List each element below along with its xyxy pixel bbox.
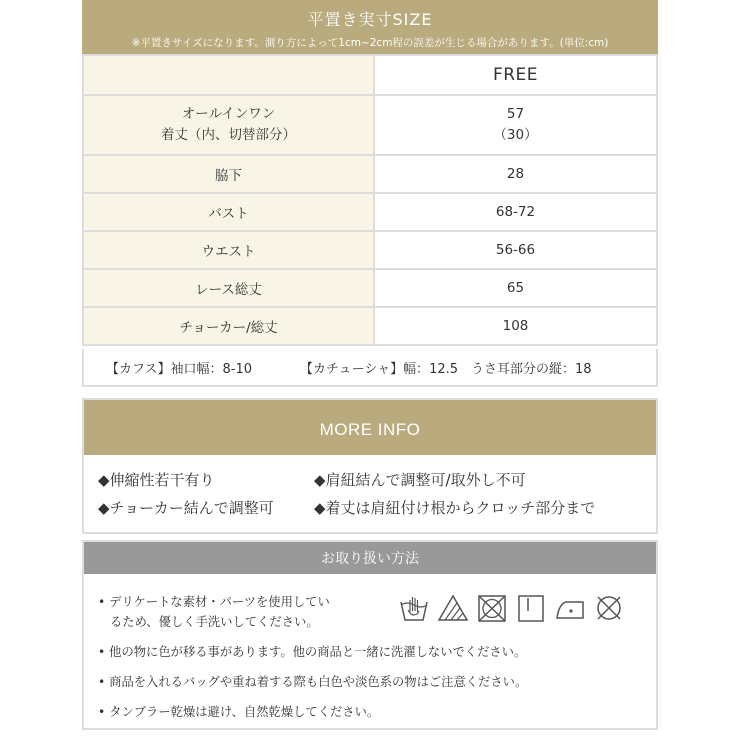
- row-value-line2: （30）: [493, 127, 538, 143]
- table-row: [83, 231, 657, 269]
- more-info-box: [82, 398, 658, 534]
- size-note: ※平置きサイズになります。測り方によって1cm~2cm程の誤差が生じる場合があります。(単位:cm): [131, 37, 609, 49]
- table-corner-cell: [83, 55, 374, 95]
- row-value: 56-66: [374, 231, 657, 269]
- size-header: [82, 0, 658, 54]
- row-value: [374, 95, 657, 155]
- table-row: [83, 155, 657, 193]
- table-row: [83, 307, 657, 345]
- info-item: ◆チョーカー結んで調整可: [98, 499, 274, 517]
- care-text-1b: るため、優しく手洗いしてください。: [110, 615, 319, 629]
- headband-size: 【カチューシャ】幅：12.5 うさ耳部分の縦：18: [299, 361, 592, 377]
- row-label-line1: オールインワン: [181, 106, 276, 122]
- care-icons: [398, 592, 616, 624]
- more-info-list: [84, 455, 656, 530]
- row-label: チョーカー/総丈: [83, 307, 374, 345]
- hand-wash-icon: [398, 592, 430, 624]
- row-value-line1: 57: [506, 106, 525, 122]
- low-iron-icon: [554, 592, 586, 624]
- info-item: ◆伸縮性若干有り: [98, 471, 215, 489]
- accessory-size-row: [82, 349, 658, 387]
- row-value: 65: [374, 269, 657, 307]
- row-value: 28: [374, 155, 657, 193]
- care-text-1a: • デリケートな素材・パーツを使用してい: [98, 595, 330, 609]
- table-row: [83, 269, 657, 307]
- row-label: ウエスト: [83, 231, 374, 269]
- line-dry-icon: [515, 592, 547, 624]
- table-row: [83, 95, 657, 155]
- column-header-free: FREE: [374, 55, 657, 95]
- care-text-4: • タンブラー乾燥は避け、自然乾燥してください。: [98, 705, 380, 719]
- size-table: [82, 54, 658, 346]
- info-item: ◆着丈は肩紐付け根からクロッチ部分まで: [314, 499, 596, 517]
- care-title: お取り扱い方法: [84, 542, 656, 574]
- more-info-title: MORE INFO: [84, 400, 656, 455]
- care-text-2: • 他の物に色が移る事があります。他の商品と一緒に洗濯しないでください。: [98, 645, 527, 659]
- row-label: バスト: [83, 193, 374, 231]
- table-header-row: [83, 55, 657, 95]
- no-dry-clean-icon: [593, 592, 625, 624]
- row-value: 68-72: [374, 193, 657, 231]
- cuffs-size: 【カフス】袖口幅：8-10: [106, 361, 252, 377]
- care-box: [82, 540, 658, 730]
- row-label: 脇下: [83, 155, 374, 193]
- care-text-3: • 商品を入れるバッグや重ね着する際も白色や淡色系の物はご注意ください。: [98, 675, 528, 689]
- info-item: ◆肩紐結んで調整可/取外し不可: [314, 471, 526, 489]
- no-tumble-dry-icon: [476, 592, 508, 624]
- no-bleach-icon: [437, 592, 469, 624]
- size-title: 平置き実寸SIZE: [307, 10, 433, 29]
- row-label-line2: 着丈（内、切替部分）: [161, 127, 296, 143]
- table-row: [83, 193, 657, 231]
- row-label: レース総丈: [83, 269, 374, 307]
- row-label: [83, 95, 374, 155]
- row-value: 108: [374, 307, 657, 345]
